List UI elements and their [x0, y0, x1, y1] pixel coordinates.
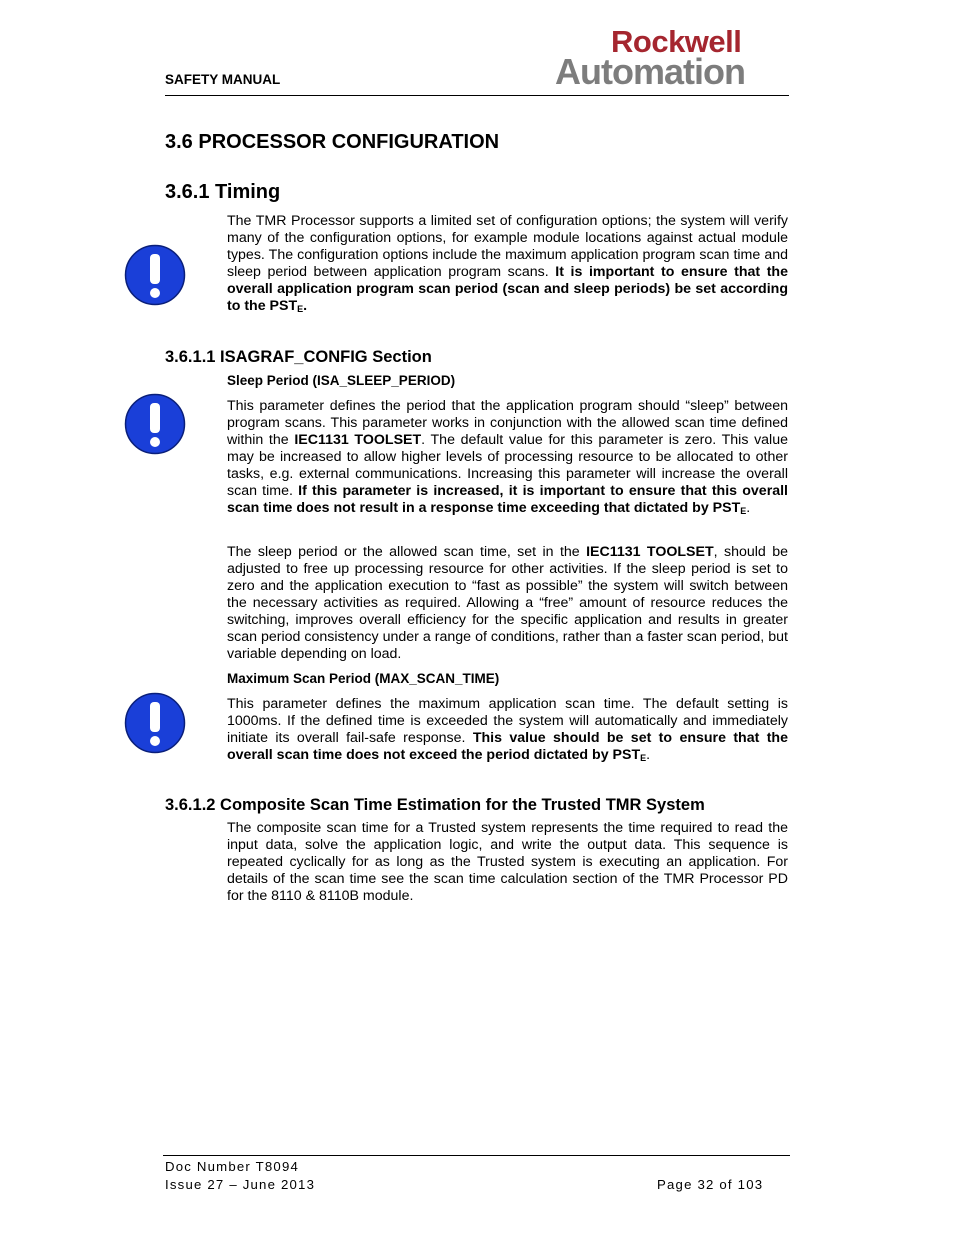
timing-heading: 3.6.1 Timing — [165, 181, 281, 203]
timing-bold-text: It is important to ensure that the overall application program scan period (scan and sleep periods) be set according to the PST — [227, 264, 788, 314]
max-scan-paragraph — [227, 696, 788, 764]
sleep-end: . — [746, 500, 751, 516]
toolset-name: IEC1131 TOOLSET — [294, 432, 422, 448]
exclamation-icon — [124, 393, 186, 455]
max-scan-bold-text: This value should be set to ensure that the overall scan time does not exceed the period dictated by PST — [227, 730, 788, 763]
footer-divider — [163, 1155, 790, 1156]
sleep-paragraph-1 — [227, 398, 788, 517]
header-divider — [165, 95, 789, 96]
document-label: SAFETY MANUAL — [165, 72, 281, 87]
pst-subscript: E — [640, 753, 647, 763]
pst-subscript: E — [740, 506, 747, 516]
sleep-bold-text: If this parameter is increased, it is important to ensure that this overall scan time does not result in a response time exceeding that dictated by PST — [227, 483, 788, 516]
doc-number: Doc Number T8094 — [165, 1159, 300, 1174]
exclamation-icon — [124, 692, 186, 754]
sleep-text-b: . The default value for this parameter is zero. This value may be increased to allow higher levels of processing resource to be allocated to other tasks, e.g. external communications. Increasing this parameter will increase the overall scan time. — [227, 432, 788, 499]
max-scan-text: This parameter defines the maximum application scan time. The default setting is 1000ms. If the defined time is exceeded the system will automatically and immediately initiate its overall fail-safe response. — [227, 696, 788, 746]
exclamation-icon — [124, 244, 186, 306]
pst-subscript: E — [297, 304, 304, 314]
sleep-p2-text-b: , should be adjusted to free up processing resource for other activities. If the sleep period is set to zero and the application execution to “fast as possible” the system will switch between the necessary activities as required. Allowing a “free” amount of resource reduces the switching, improves overall efficiency for the specific application and results in greater scan period consistency under a range of conditions, rather than a faster scan period, but variable depending on load. — [227, 544, 788, 662]
timing-paragraph — [227, 213, 788, 315]
logo-line-1: Rockwell — [611, 24, 742, 59]
sleep-p2-text-a: The sleep period or the allowed scan time, set in the — [227, 544, 587, 560]
rockwell-automation-logo — [555, 26, 789, 90]
sleep-period-label: Sleep Period (ISA_SLEEP_PERIOD) — [227, 373, 456, 388]
timing-text: The TMR Processor supports a limited set of configuration options; the system will verify many of the configuration options, for example module locations against actual module types. The configuration options include the maximum application program scan time and sleep period between application program scans. — [227, 213, 788, 280]
isagraf-heading: 3.6.1.1 ISAGRAF_CONFIG Section — [165, 348, 432, 366]
composite-paragraph: The composite scan time for a Trusted system represents the time required to read the input data, solve the application logic, and write the output data. This sequence is repeated cyclically for as long as the Trusted system is executing an application. For details of the scan time see the scan time calculation section of the TMR Processor PD for the 8110 & 8110B module. — [227, 820, 788, 904]
page-number: Page 32 of 103 — [657, 1177, 764, 1192]
sleep-text-a: This parameter defines the period that the application program should “sleep” between program scans. This parameter works in conjunction with the allowed scan time defined within the — [227, 398, 788, 448]
composite-heading: 3.6.1.2 Composite Scan Time Estimation for the Trusted TMR System — [165, 796, 705, 814]
issue-date: Issue 27 – June 2013 — [165, 1177, 316, 1192]
section-heading: 3.6 PROCESSOR CONFIGURATION — [165, 131, 500, 153]
logo-line-2: Automation — [555, 51, 745, 92]
sleep-paragraph-2 — [227, 544, 788, 663]
max-scan-label: Maximum Scan Period (MAX_SCAN_TIME) — [227, 671, 500, 686]
timing-end: . — [303, 298, 308, 314]
toolset-name: IEC1131 TOOLSET — [586, 544, 714, 560]
max-scan-end: . — [646, 747, 651, 763]
